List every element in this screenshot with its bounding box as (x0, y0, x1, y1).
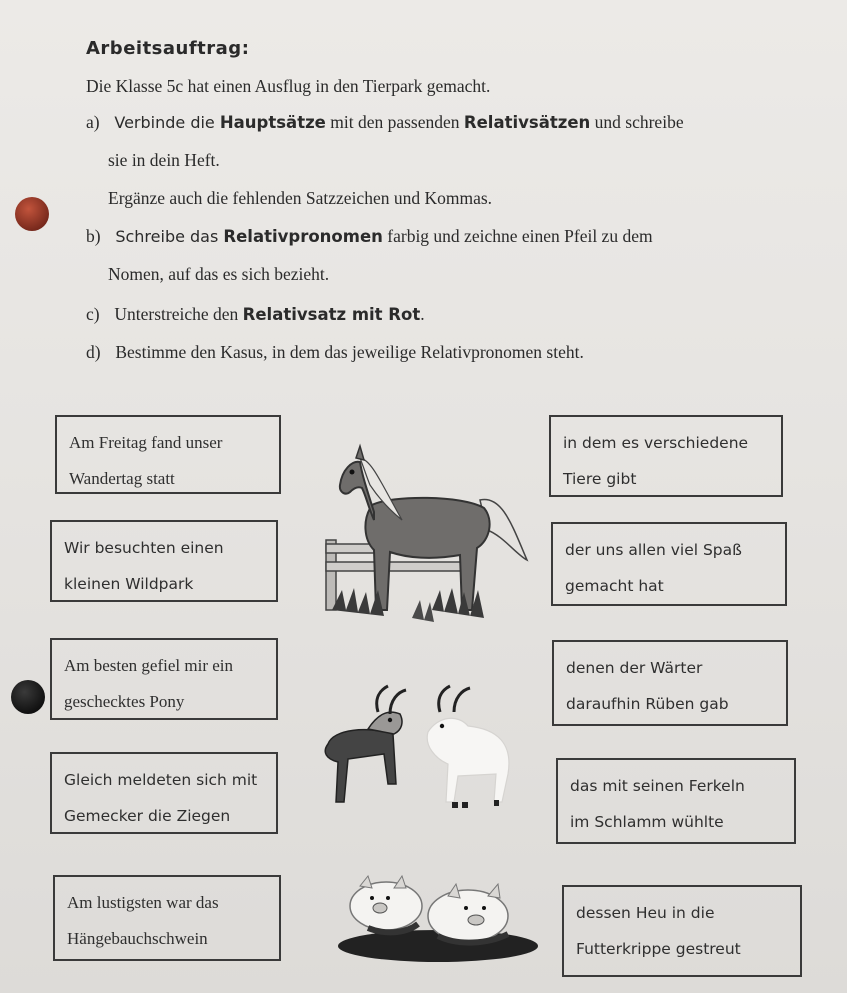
intro-text: Die Klasse 5c hat einen Ausflug in den Tierpark gemacht. (86, 76, 491, 96)
task-b-text-2: farbig und zeichne einen Pfeil zu dem (382, 226, 653, 246)
main-clause-2-line-2: kleinen Wildpark (64, 575, 194, 593)
task-b-prefix: b) (86, 226, 101, 246)
task-a-prefix: a) (86, 112, 100, 132)
task-d-line (86, 342, 584, 363)
relative-clause-5-line-2: Futterkrippe gestreut (576, 940, 741, 958)
main-clause-4-line-1: Gleich meldeten sich mit (64, 771, 258, 789)
worksheet-heading: Arbeitsauftrag: (86, 38, 250, 59)
main-clause-1-line-2: Wandertag statt (69, 469, 175, 488)
task-a-text-2: mit den passenden (325, 112, 464, 132)
task-a-line-2: sie in dein Heft. (108, 150, 220, 170)
main-clause-5-line-1: Am lustigsten war das (67, 893, 219, 912)
task-a-text-1: Verbinde die (114, 113, 220, 132)
goats-illustration (308, 684, 536, 824)
relative-clause-2-line-1: der uns allen viel Spaß (565, 541, 742, 559)
relative-clause-2-line-2: gemacht hat (565, 577, 664, 595)
main-clause-3-line-2: geschecktes Pony (64, 692, 185, 711)
relative-clause-box-2 (551, 522, 787, 606)
task-b-line-2: Nomen, auf das es sich bezieht. (108, 264, 330, 284)
task-a-bold-1: Hauptsätze (219, 113, 326, 132)
task-c-line (86, 304, 425, 325)
task-a-text-3: und schreibe (590, 112, 684, 132)
main-clause-3-line-1: Am besten gefiel mir ein (64, 656, 234, 675)
task-b-line-1 (86, 226, 653, 247)
task-b-text-1: Schreibe das (115, 227, 224, 246)
main-clause-2-line-1: Wir besuchten einen (64, 539, 224, 557)
relative-clause-box-1 (549, 415, 783, 497)
task-c-prefix: c) (86, 304, 100, 324)
punch-hole-top (15, 197, 49, 231)
relative-clause-3-line-2: daraufhin Rüben gab (566, 695, 729, 713)
relative-clause-4-line-1: das mit seinen Ferkeln (570, 777, 745, 795)
main-clause-4-line-2: Gemecker die Ziegen (64, 807, 231, 825)
relative-clause-5-line-1: dessen Heu in die (576, 904, 715, 922)
main-clause-box-2 (50, 520, 278, 602)
main-clause-box-4 (50, 752, 278, 834)
task-c-text-2: . (420, 304, 425, 324)
task-d-prefix: d) (86, 342, 101, 362)
task-c-bold-1: Relativsatz mit Rot (242, 305, 421, 324)
relative-clause-4-line-2: im Schlamm wühlte (570, 813, 724, 831)
relative-clause-box-3 (552, 640, 788, 726)
task-d-text: Bestimme den Kasus, in dem das jeweilige Relativpronomen steht. (115, 342, 584, 362)
task-c-text-1: Unterstreiche den (114, 304, 243, 324)
main-clause-box-3 (50, 638, 278, 720)
relative-clause-1-line-2: Tiere gibt (563, 470, 637, 488)
task-a-bold-2: Relativsätzen (463, 113, 591, 132)
relative-clause-1-line-1: in dem es verschiedene (563, 434, 749, 452)
task-b-bold-1: Relativpronomen (223, 227, 383, 246)
main-clause-1-line-1: Am Freitag fand unser (69, 433, 223, 452)
task-a-line-3: Ergänze auch die fehlenden Satzzeichen und Kommas. (108, 188, 493, 208)
pigs-illustration (328, 858, 538, 968)
relative-clause-box-4 (556, 758, 796, 844)
main-clause-box-1 (55, 415, 281, 494)
horse-illustration (312, 440, 540, 640)
punch-hole-bottom (11, 680, 45, 714)
task-a-line-1 (86, 112, 684, 133)
relative-clause-3-line-1: denen der Wärter (566, 659, 703, 677)
main-clause-box-5 (53, 875, 281, 961)
main-clause-5-line-2: Hängebauchschwein (67, 929, 208, 948)
relative-clause-box-5 (562, 885, 802, 977)
